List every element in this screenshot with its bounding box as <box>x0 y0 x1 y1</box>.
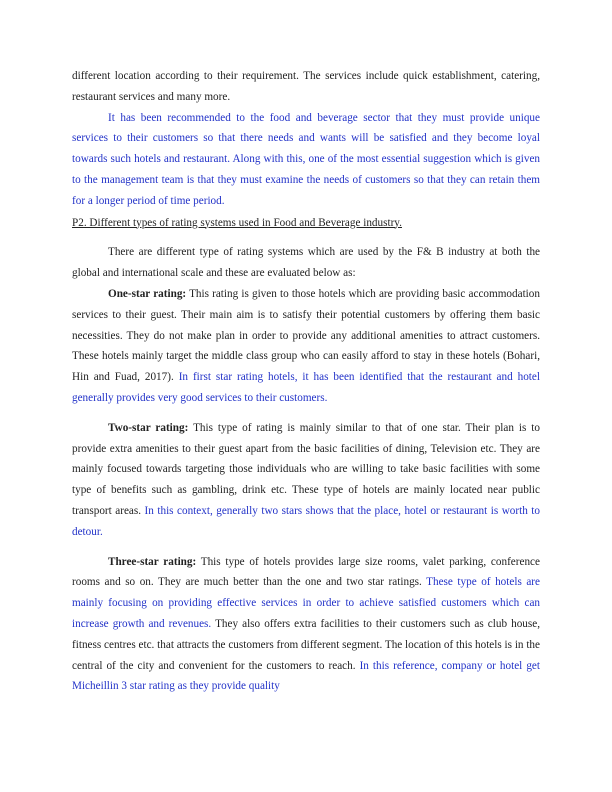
one-star-label: One-star rating: <box>108 287 187 300</box>
two-star-label: Two-star rating: <box>108 421 189 434</box>
paragraph-two-star <box>72 418 540 543</box>
paragraph-three-star <box>72 552 540 698</box>
one-star-highlight: In first star rating hotels, it has been identified that the restaurant and hotel generally provides very good services to their customers. <box>72 371 540 404</box>
two-star-highlight: In this context, generally two stars shows that the place, hotel or restaurant is worth to detour. <box>72 504 540 538</box>
three-star-text-2: They also offers extra facilities to their customers such as club house, fitness centres etc. that attracts the customers from different segment. The location of this hotels is in the central of the city and convenient for the customers to reach. <box>72 617 540 672</box>
paragraph-intro: There are different type of rating systems which are used by the F& B industry at both the global and international scale and these are evaluated below as: <box>72 246 540 280</box>
two-star-text: This type of rating is mainly similar to that of one star. Their plan is to provide extra amenities to their guest apart from the basic facilities of dining, Television etc. They are mainly focused towards targeting those individuals who are willing to take basic facilities with some type of benefits such as gambling, drink etc. These type of hotels are mainly located near public transport areas. <box>72 421 540 517</box>
three-star-highlight: These type of hotels are mainly focusing on providing effective services in order to achieve satisfied customers which can increase growth and revenues. <box>72 576 540 630</box>
paragraph-recommendation: It has been recommended to the food and beverage sector that they must provide unique services to their customers so that there needs and wants will be satisfied and they become loyal towards such hotels and restaurant. Along with this, one of the most essential suggestion which is given to the management team is that they must examine the needs of customers so that they can retain them for a longer period of time period. <box>72 111 540 207</box>
paragraph-continuation: different location according to their requirement. The services include quick establishment, catering, restaurant services and many more. <box>72 70 540 103</box>
three-star-highlight-2: In this reference, company or hotel get Micheillin 3 star rating as they provide quality <box>72 659 540 693</box>
three-star-label: Three-star rating: <box>108 555 197 568</box>
one-star-text: This rating is given to those hotels which are providing basic accommodation services to their guest. Their main aim is to satisfy their potential customers by offering them basic necessities. They do not make plan in order to provide any additional amenities to attract customers. These hotels mainly target the middle class group who can easily afford to stay in these hotels (Bohari, Hin and Fuad, 2017). <box>72 287 540 384</box>
three-star-text: This type of hotels provides large size rooms, valet parking, conference rooms and so on. They are much better than the one and two star ratings. <box>72 555 540 589</box>
paragraph-one-star <box>72 284 540 409</box>
section-heading: P2. Different types of rating systems used in Food and Beverage industry. <box>72 216 402 229</box>
